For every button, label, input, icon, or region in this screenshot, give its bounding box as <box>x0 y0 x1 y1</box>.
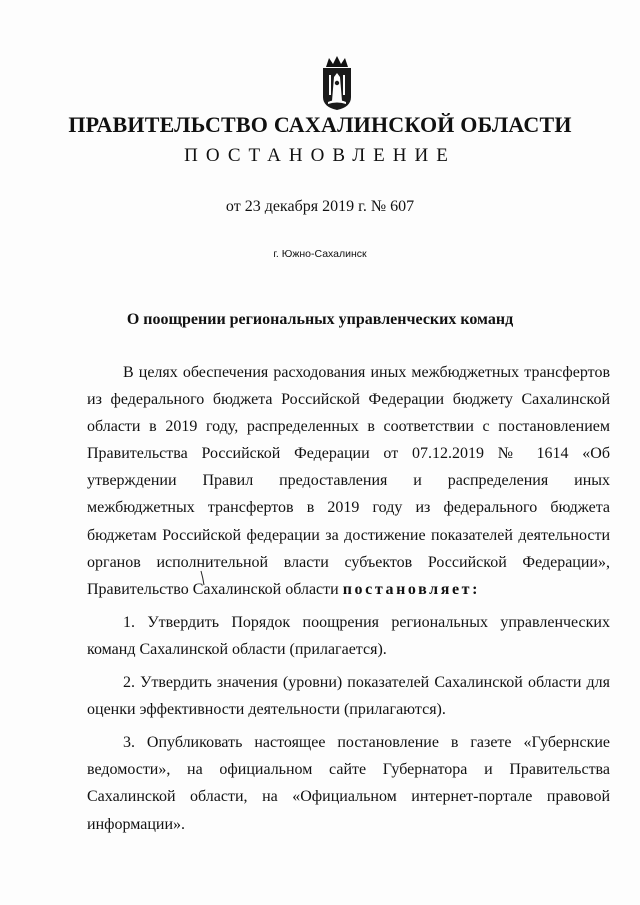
resolution-item-3: 3. Опубликовать настоящее постановление в газете «Губернские ведомости», на официальном сайте Губернатора и Правительства Сахалинской области, на «Официальном интернет-портале правовой информации». <box>87 734 610 833</box>
resolution-item-1: 1. Утвердить Порядок поощрения региональных управленческих команд Сахалинской области (прилагается). <box>87 613 610 658</box>
resolution-item-2: 2. Утвердить значения (уровни) показателей Сахалинской области для оценки эффективности деятельности (прилагаются). <box>87 674 610 719</box>
document-subject: О поощрении региональных управленческих команд <box>126 311 514 328</box>
resolves-word: постановляет: <box>342 580 481 598</box>
pen-mark-icon <box>200 570 206 586</box>
preamble-text: В целях обеспечения расходования иных межбюджетных трансфертов из федерального бюджета Российской Федерации бюджету Сахалинской области в 2019 году, распределенных в соответствии с постановлением Правительства Российской Федерации от 07.12.2019 № 1614 «Об утверждении Правил предоставления и распределения иных межбюджетных трансфертов в 2019 году из федерального бюджета бюджетам Российской федерации за достижение показателей деятельности органов исполнительной власти субъектов Российской Федерации», Правительство Сахалинской области <box>87 364 610 598</box>
preamble-paragraph <box>87 359 610 603</box>
document-type: ПОСТАНОВЛЕНИЕ <box>184 145 456 166</box>
document-date-number: от 23 декабря 2019 г. № 607 <box>225 198 415 215</box>
document-city: г. Южно-Сахалинск <box>273 248 367 260</box>
sakhalin-coat-of-arms-icon <box>318 55 356 111</box>
government-title: ПРАВИТЕЛЬСТВО САХАЛИНСКОЙ ОБЛАСТИ <box>68 112 572 137</box>
document-body <box>87 359 610 838</box>
